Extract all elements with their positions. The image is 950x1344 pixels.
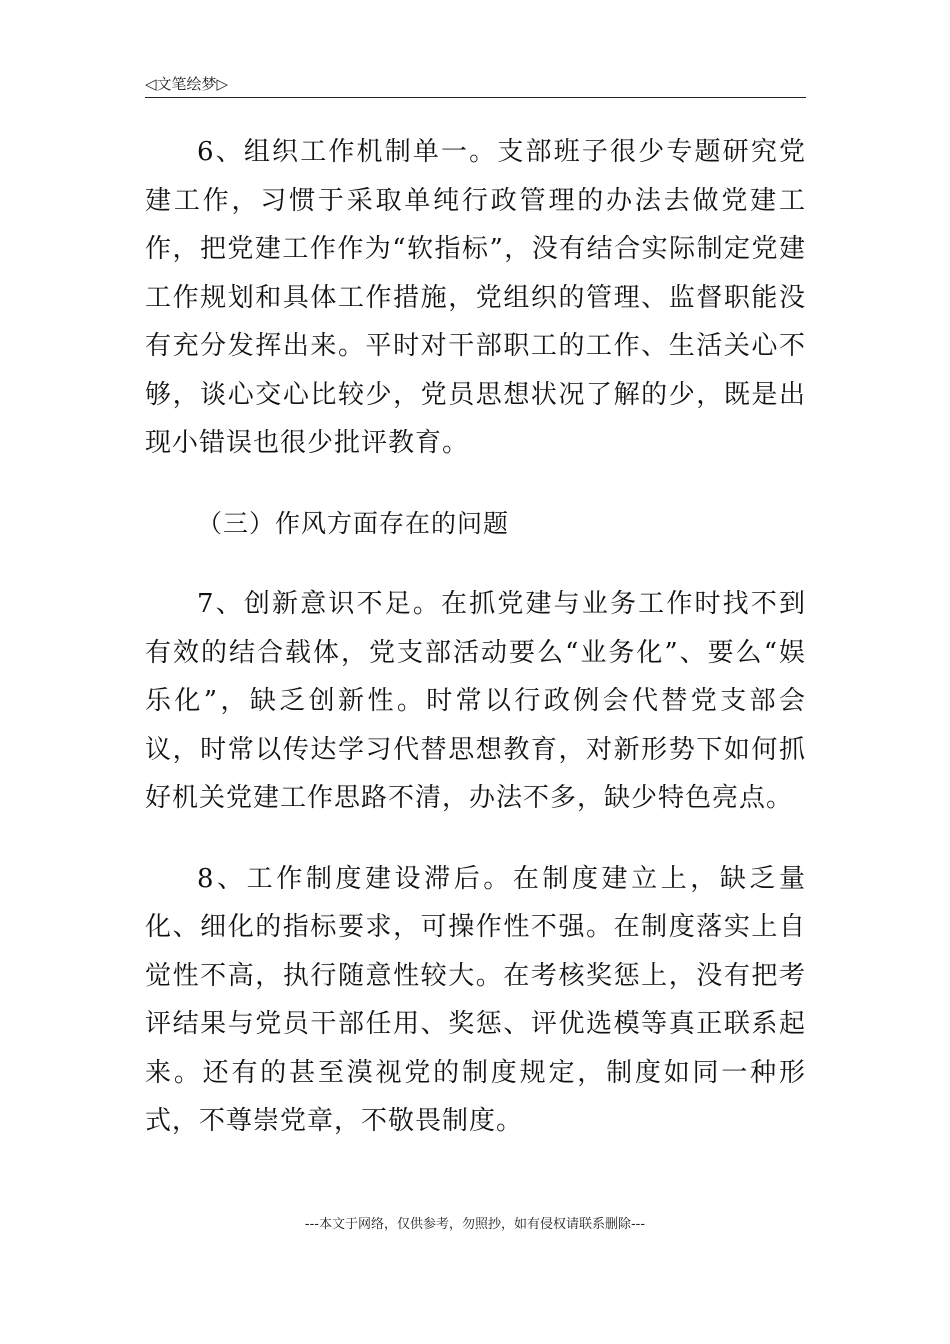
document-body <box>145 128 806 1178</box>
section-3-heading: （三）作风方面存在的问题 <box>197 508 510 538</box>
paragraph-6: 6、组织工作机制单一。支部班子很少专题研究党建工作，习惯于采取单纯行政管理的办法去做党建工作，把党建工作作为“软指标”，没有结合实际制定党建工作规划和具体工作措施，党组织的管理、监督职能没有充分发挥出来。平时对干部职工的工作、生活关心不够，谈心交心比较少，党员思想状况了解的少，既是出现小错误也很少批评教育。 <box>145 137 806 458</box>
page-header-title: ◁文笔绘梦▷ <box>145 75 229 93</box>
paragraph-7: 7、创新意识不足。在抓党建与业务工作时找不到有效的结合载体，党支部活动要么“业务化”、要么“娱乐化”，缺乏创新性。时常以行政例会代替党支部会议，时常以传达学习代替思想教育，对新形势下如何抓好机关党建工作思路不清，办法不多，缺少特色亮点。 <box>145 589 806 813</box>
page-footer-notice: ---本文于网络，仅供参考，勿照抄，如有侵权请联系删除--- <box>304 1217 646 1232</box>
header-divider <box>145 97 806 98</box>
paragraph-8: 8、工作制度建设滞后。在制度建立上，缺乏量化、细化的指标要求，可操作性不强。在制度落实上自觉性不高，执行随意性较大。在考核奖惩上，没有把考评结果与党员干部任用、奖惩、评优选模等真正联系起来。还有的甚至漠视党的制度规定，制度如同一种形式，不尊崇党章，不敬畏制度。 <box>145 863 806 1136</box>
